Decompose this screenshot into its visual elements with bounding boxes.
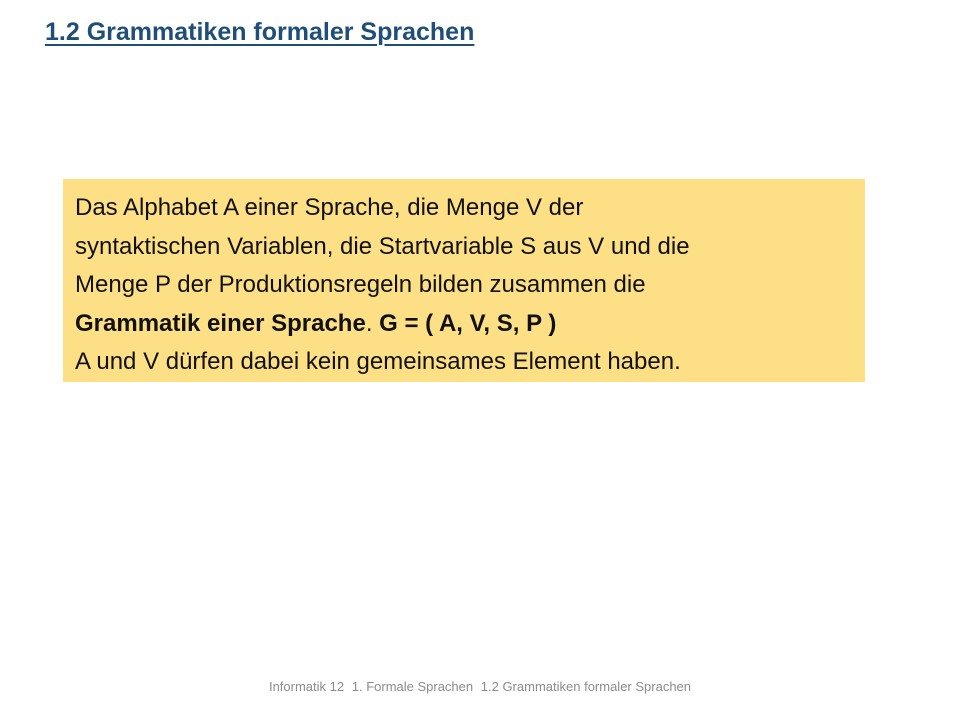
sentence-period: . <box>365 309 380 337</box>
grammar-formula: G = ( A, V, S, P ) <box>379 309 557 337</box>
footer-course: Informatik 12 <box>268 679 345 694</box>
slide-title: 1.2 Grammatiken formaler Sprachen <box>45 18 475 46</box>
footer-section: 1.2 Grammatiken formaler Sprachen <box>480 679 692 694</box>
definition-line-3: Menge P der Produktionsregeln bilden zusammen die <box>75 271 646 298</box>
grammar-term: Grammatik einer Sprache <box>75 309 366 337</box>
slide-footer <box>0 679 960 694</box>
footer-chapter: 1. Formale Sprachen <box>351 679 474 694</box>
definition-line-1: Das Alphabet A einer Sprache, die Menge V der <box>75 194 584 221</box>
definition-line-2: syntaktischen Variablen, die Startvariable S aus V und die <box>75 232 690 260</box>
definition-box <box>63 179 865 382</box>
definition-line-4 <box>75 305 855 344</box>
definition-line-5: A und V dürfen dabei kein gemeinsames Element haben. <box>75 348 681 375</box>
